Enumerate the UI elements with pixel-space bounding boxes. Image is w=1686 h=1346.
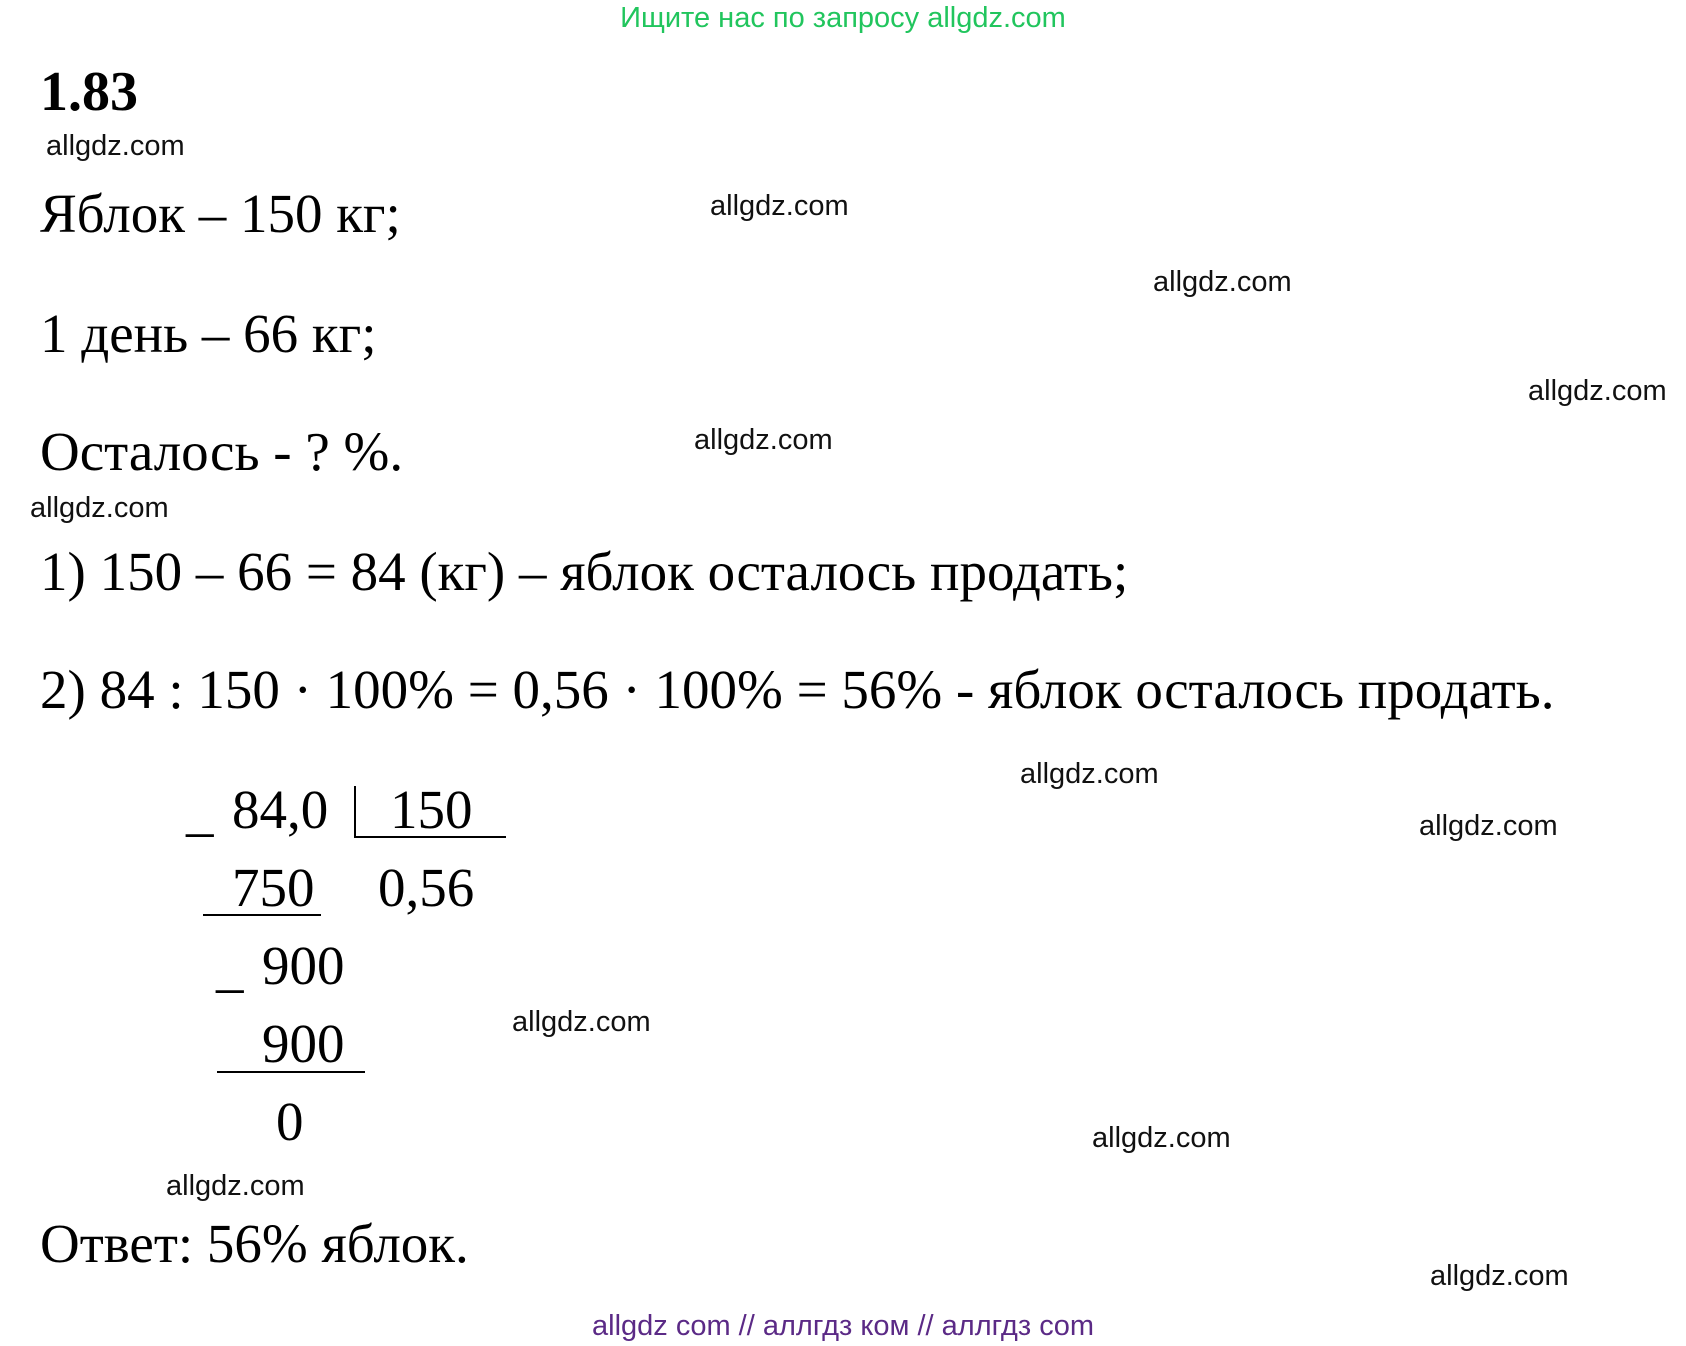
minus-sign: _ (186, 781, 214, 842)
remainder-1: 900 (262, 935, 345, 996)
task-number: 1.83 (40, 61, 138, 123)
division-bar (354, 786, 356, 836)
dividend: 84,0 (232, 779, 329, 840)
watermark: allgdz.com (1153, 266, 1292, 298)
solution-step-2: 2) 84 : 150 · 100% = 0,56 · 100% = 56% - яблок осталось продать. (40, 659, 1555, 720)
minus-sign-2: _ (216, 937, 244, 998)
divisor-underline (354, 836, 506, 838)
watermark: allgdz.com (710, 190, 849, 222)
divisor: 150 (390, 779, 473, 840)
subtraction-line-2 (217, 1071, 365, 1073)
watermark: allgdz.com (694, 424, 833, 456)
given-first-day: 1 день – 66 кг; (40, 303, 377, 364)
watermark: allgdz.com (1092, 1122, 1231, 1154)
given-apples: Яблок – 150 кг; (40, 183, 401, 244)
watermark: allgdz.com (30, 492, 169, 524)
given-remaining: Осталось - ? %. (40, 421, 404, 482)
watermark: allgdz.com (1419, 810, 1558, 842)
subtrahend-2: 900 (262, 1013, 345, 1074)
subtrahend-1: 750 (232, 857, 315, 918)
final-remainder: 0 (276, 1091, 304, 1152)
top-banner: Ищите нас по запросу allgdz.com (620, 2, 1066, 34)
solution-step-1: 1) 150 – 66 = 84 (кг) – яблок осталось продать; (40, 541, 1129, 602)
watermark: allgdz.com (166, 1170, 305, 1202)
subtraction-line-1 (203, 914, 321, 916)
footer-links: allgdz com // аллгдз ком // аллгдз com (592, 1310, 1094, 1342)
watermark: allgdz.com (1020, 758, 1159, 790)
answer: Ответ: 56% яблок. (40, 1213, 469, 1274)
watermark: allgdz.com (1430, 1260, 1569, 1292)
quotient: 0,56 (378, 857, 475, 918)
watermark: allgdz.com (512, 1006, 651, 1038)
watermark: allgdz.com (46, 130, 185, 162)
watermark: allgdz.com (1528, 375, 1667, 407)
